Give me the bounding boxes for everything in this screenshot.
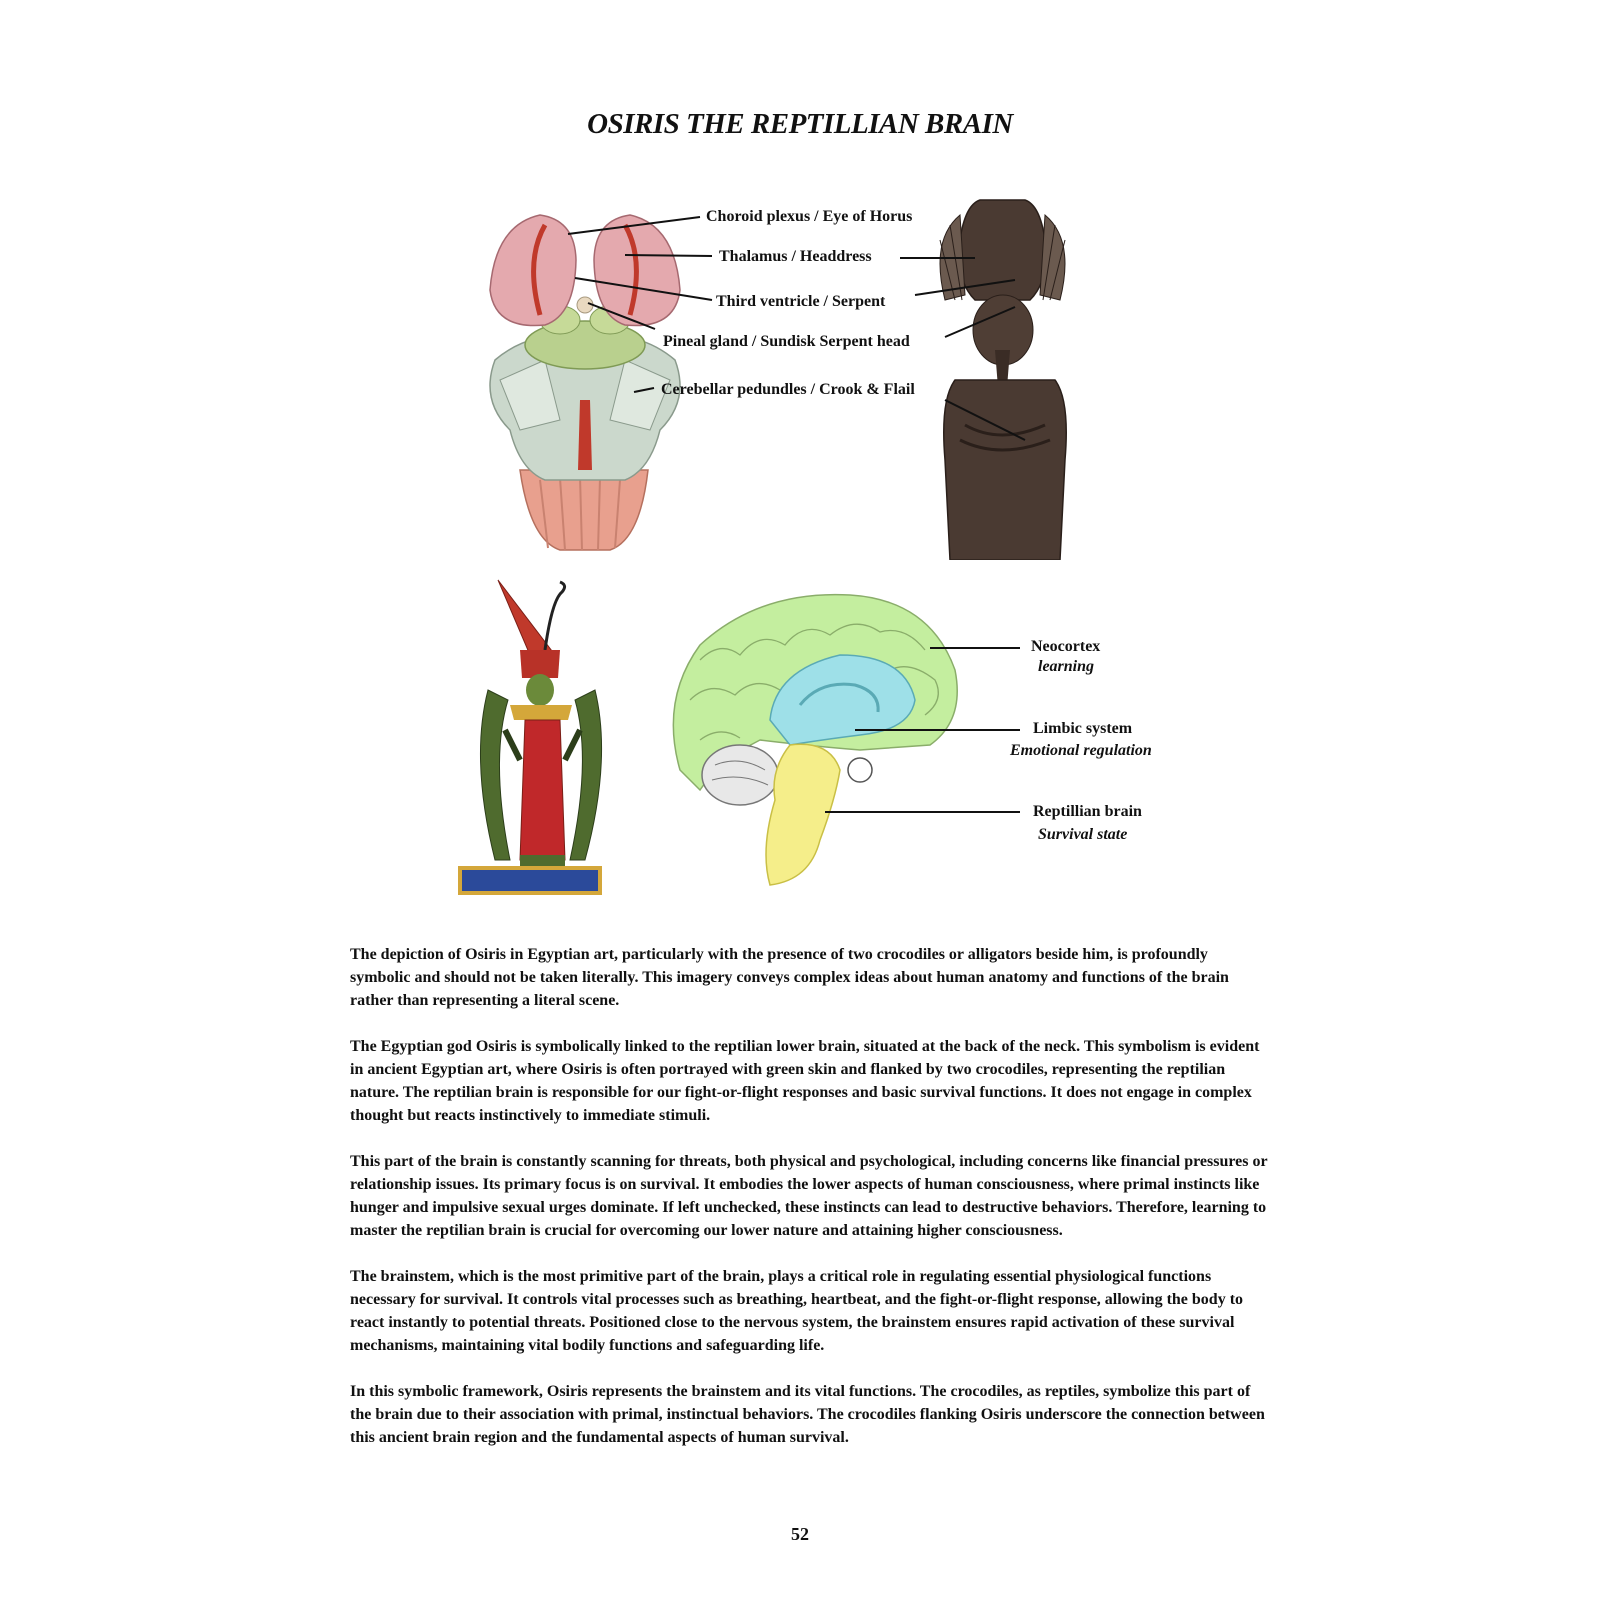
brainstem-osiris-figure (470, 190, 1120, 560)
label-choroid-plexus: Choroid plexus / Eye of Horus (706, 208, 913, 225)
label-limbic-system-desc: Emotional regulation (1010, 742, 1152, 759)
paragraph: The depiction of Osiris in Egyptian art, particularly with the presence of two crocodiles or alligators beside him, is profoundly symbolic and should not be taken literally. This imagery conveys complex ideas about human anatomy and functions of the brain rather than representing a literal scene. (350, 946, 1229, 1009)
label-reptillian-brain: Reptillian brain (1033, 803, 1142, 820)
sagittal-brain-diagram (665, 590, 1035, 890)
page-number: 52 (791, 1524, 809, 1544)
label-cerebellar-peduncles: Cerebellar pedundles / Crook & Flail (661, 381, 915, 398)
label-reptillian-brain-desc: Survival state (1038, 826, 1128, 843)
osiris-statue (940, 200, 1066, 560)
paragraph: In this symbolic framework, Osiris represents the brainstem and its vital functions. The crocodiles, as reptiles, symbolize this part of the brain due to their association with primal, instinctual behaviors. The crocodiles flanking Osiris underscore the connection between this ancient brain region and the fundamental aspects of human survival. (350, 1383, 1265, 1446)
label-third-ventricle: Third ventricle / Serpent (716, 293, 886, 310)
osiris-crocodiles-illustration (455, 575, 615, 895)
paragraph: The brainstem, which is the most primitive part of the brain, plays a critical role in regulating essential physiological functions necessary for survival. It controls vital processes such as breathing, heartbeat, and the fight-or-flight response, allowing the body to react instantly to potential threats. Positioned close to the nervous system, the brainstem ensures rapid activation of these survival mechanisms, maintaining vital bodily functions and safeguarding life. (350, 1268, 1244, 1354)
label-thalamus: Thalamus / Headdress (719, 248, 872, 265)
label-neocortex-desc: learning (1038, 658, 1095, 675)
body-text (350, 943, 1270, 1472)
label-neocortex: Neocortex (1031, 638, 1101, 655)
brainstem-illustration (490, 215, 680, 550)
paragraph: This part of the brain is constantly scanning for threats, both physical and psychological, including concerns like financial pressures or relationship issues. Its primary focus is on survival. It embodies the lower aspects of human consciousness, where primal instincts like hunger and impulsive sexual urges dominate. If left unchecked, these instincts can lead to destructive behaviors. Therefore, learning to master the reptilian brain is crucial for overcoming our lower nature and attaining higher consciousness. (350, 1153, 1268, 1239)
paragraph: The Egyptian god Osiris is symbolically linked to the reptilian lower brain, situated at the back of the neck. This symbolism is evident in ancient Egyptian art, where Osiris is often portrayed with green skin and flanked by two crocodiles, representing the reptilian nature. The reptilian brain is responsible for our fight-or-flight responses and basic survival functions. It does not engage in complex thought but reacts instinctively to immediate stimuli. (350, 1038, 1260, 1124)
page-title: OSIRIS THE REPTILLIAN BRAIN (587, 108, 1013, 140)
label-limbic-system: Limbic system (1033, 720, 1133, 737)
label-pineal-gland: Pineal gland / Sundisk Serpent head (663, 333, 910, 350)
